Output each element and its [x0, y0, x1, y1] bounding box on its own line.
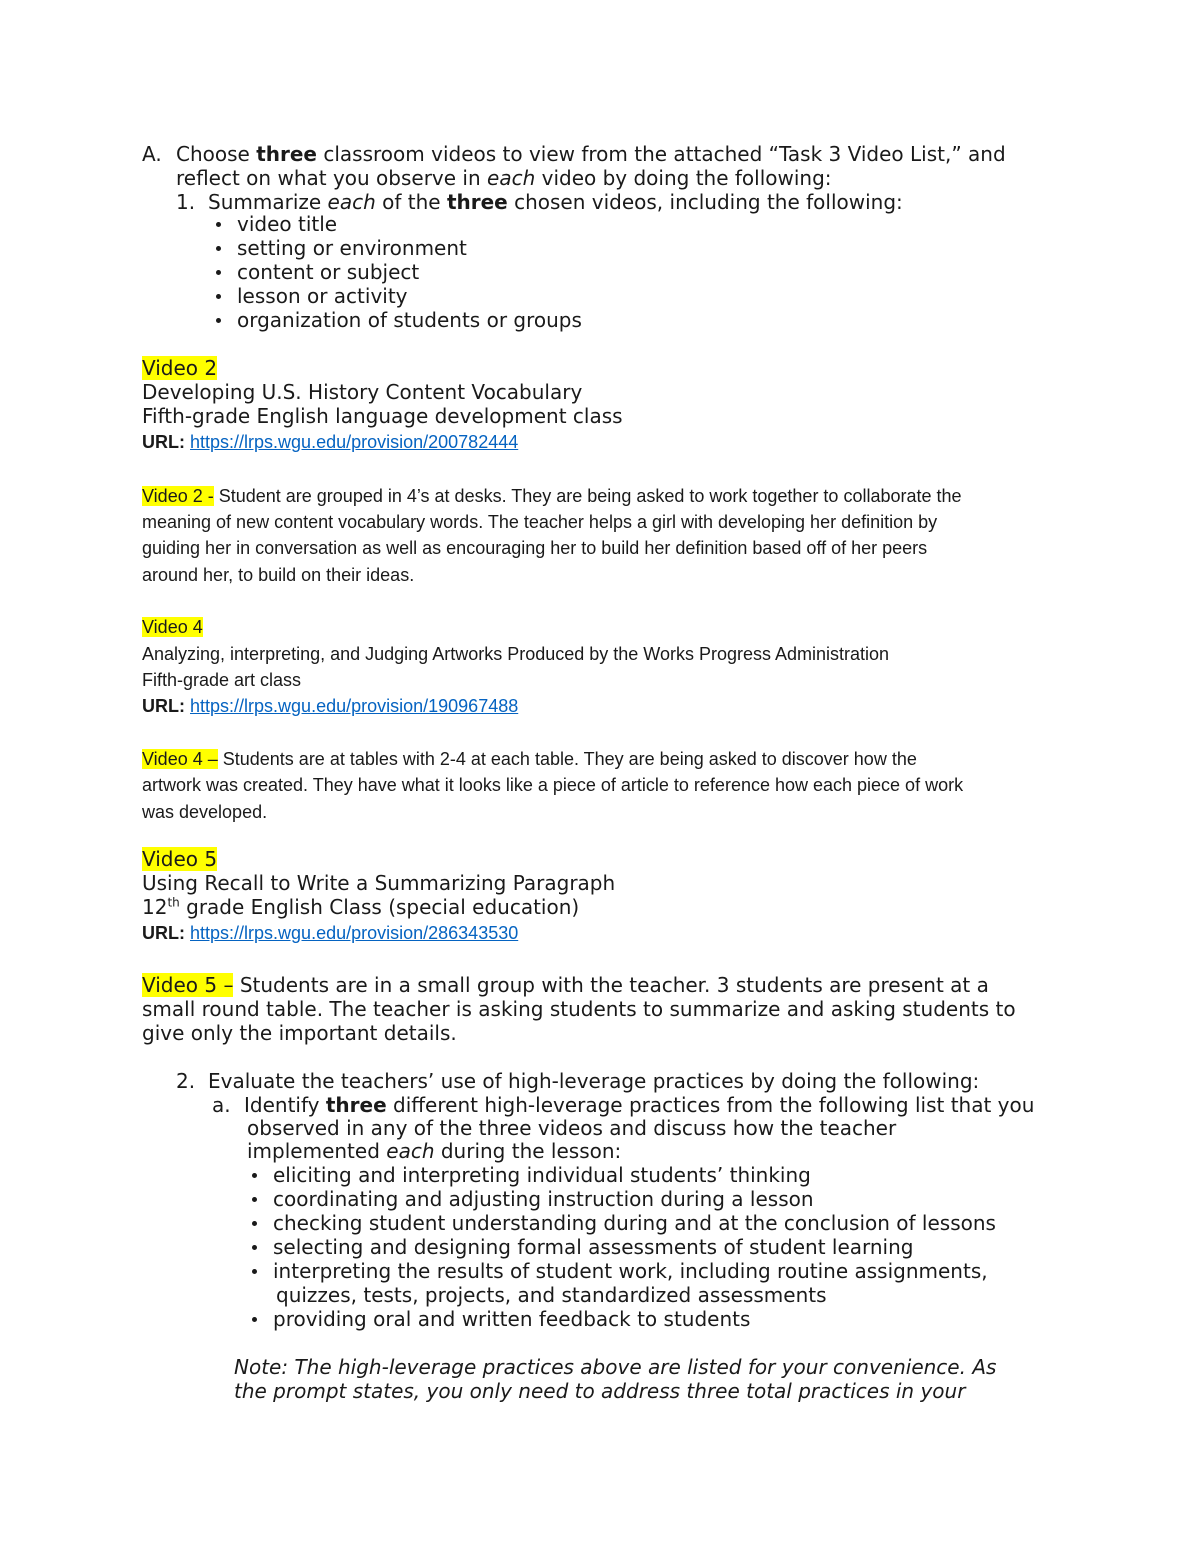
video-5-url-link[interactable]: https://lrps.wgu.edu/provision/286343530 [190, 923, 519, 943]
item-2-text: Evaluate the teachers’ use of high-leverage practices by doing the following: [208, 1069, 980, 1093]
list-item: content or subject [237, 260, 420, 284]
item-1-text: Summarize each of the three chosen videos, including the following: [208, 190, 903, 214]
list-item: setting or environment [237, 236, 467, 260]
video-2-summary-line-3: guiding her in conversation as well as encouraging her to build her definition based off of her peers [142, 538, 928, 558]
list-item: selecting and designing formal assessments of student learning [273, 1235, 914, 1259]
list-item: eliciting and interpreting individual students’ thinking [273, 1163, 811, 1187]
video-2-summary-line-1: Video 2 - Student are grouped in 4’s at desks. They are being asked to work together to collaborate the [142, 486, 962, 506]
list-item: coordinating and adjusting instruction during a lesson [273, 1187, 814, 1211]
sub-a-line-3: implemented each during the lesson: [247, 1139, 622, 1163]
list-item: video title [237, 212, 338, 236]
note-line-2: the prompt states, you only need to address three total practices in your [234, 1379, 966, 1403]
bullet-icon [216, 222, 221, 227]
list-letter-a-sub: a. [212, 1093, 231, 1117]
video-5-url-row [142, 920, 518, 947]
list-item: checking student understanding during and at the conclusion of lessons [273, 1211, 996, 1235]
video-4-url-row [142, 693, 518, 720]
video-4-summary-line-2: artwork was created. They have what it looks like a piece of article to reference how each piece of work [142, 775, 964, 795]
part-a-line-1: Choose three classroom videos to view from the attached “Task 3 Video List,” and [176, 142, 1006, 166]
video-4-title: Analyzing, interpreting, and Judging Artworks Produced by the Works Progress Administration [142, 644, 890, 664]
bullet-icon [252, 1269, 257, 1274]
video-2-label: Video 2 [142, 356, 218, 380]
list-item: interpreting the results of student work, including routine assignments, [273, 1259, 988, 1283]
bullet-icon [252, 1245, 257, 1250]
bullet-icon [252, 1317, 257, 1322]
video-5-title: Using Recall to Write a Summarizing Paragraph [142, 871, 616, 895]
video-2-class: Fifth-grade English language development class [142, 404, 623, 428]
video-5-class: 12th grade English Class (special education) [142, 895, 580, 919]
video-4-class: Fifth-grade art class [142, 670, 302, 690]
url-label: URL: [142, 923, 185, 943]
video-4-url-link[interactable]: https://lrps.wgu.edu/provision/190967488 [190, 696, 519, 716]
bullet-icon [252, 1197, 257, 1202]
note-line-1: Note: The high-leverage practices above are listed for your convenience. As [234, 1355, 997, 1379]
video-4-label: Video 4 [142, 617, 203, 637]
list-number-2: 2. [176, 1069, 196, 1093]
list-item: lesson or activity [237, 284, 408, 308]
bullet-icon [216, 246, 221, 251]
url-label: URL: [142, 696, 185, 716]
bullet-icon [216, 318, 221, 323]
list-item: providing oral and written feedback to students [273, 1307, 751, 1331]
sub-a-line-1: Identify three different high-leverage practices from the following list that you [244, 1093, 1035, 1117]
video-5-summary-line-3: give only the important details. [142, 1021, 457, 1045]
video-5-summary-line-2: small round table. The teacher is asking students to summarize and asking students to [142, 997, 1016, 1021]
list-number-1: 1. [176, 190, 196, 214]
video-4-summary-line-1: Video 4 – Students are at tables with 2-4 at each table. They are being asked to discover how the [142, 749, 917, 769]
video-2-summary-line-4: around her, to build on their ideas. [142, 565, 415, 585]
list-letter-a: A. [142, 142, 162, 166]
bullet-icon [216, 294, 221, 299]
bullet-icon [216, 270, 221, 275]
video-5-summary-line-1: Video 5 – Students are in a small group with the teacher. 3 students are present at a [142, 973, 989, 997]
bullet-icon [252, 1173, 257, 1178]
video-2-title: Developing U.S. History Content Vocabulary [142, 380, 583, 404]
part-a-line-2: reflect on what you observe in each video by doing the following: [176, 166, 832, 190]
video-5-label: Video 5 [142, 847, 218, 871]
video-4-summary-line-3: was developed. [142, 802, 268, 822]
sub-a-line-2: observed in any of the three videos and discuss how the teacher [247, 1116, 897, 1140]
bullet-icon [252, 1221, 257, 1226]
video-2-url-link[interactable]: https://lrps.wgu.edu/provision/200782444 [190, 432, 519, 452]
video-2-url-row [142, 429, 518, 456]
list-item: organization of students or groups [237, 308, 582, 332]
video-2-summary-line-2: meaning of new content vocabulary words. The teacher helps a girl with developing her definition by [142, 512, 938, 532]
list-item-continuation: quizzes, tests, projects, and standardized assessments [276, 1283, 827, 1307]
url-label: URL: [142, 432, 185, 452]
